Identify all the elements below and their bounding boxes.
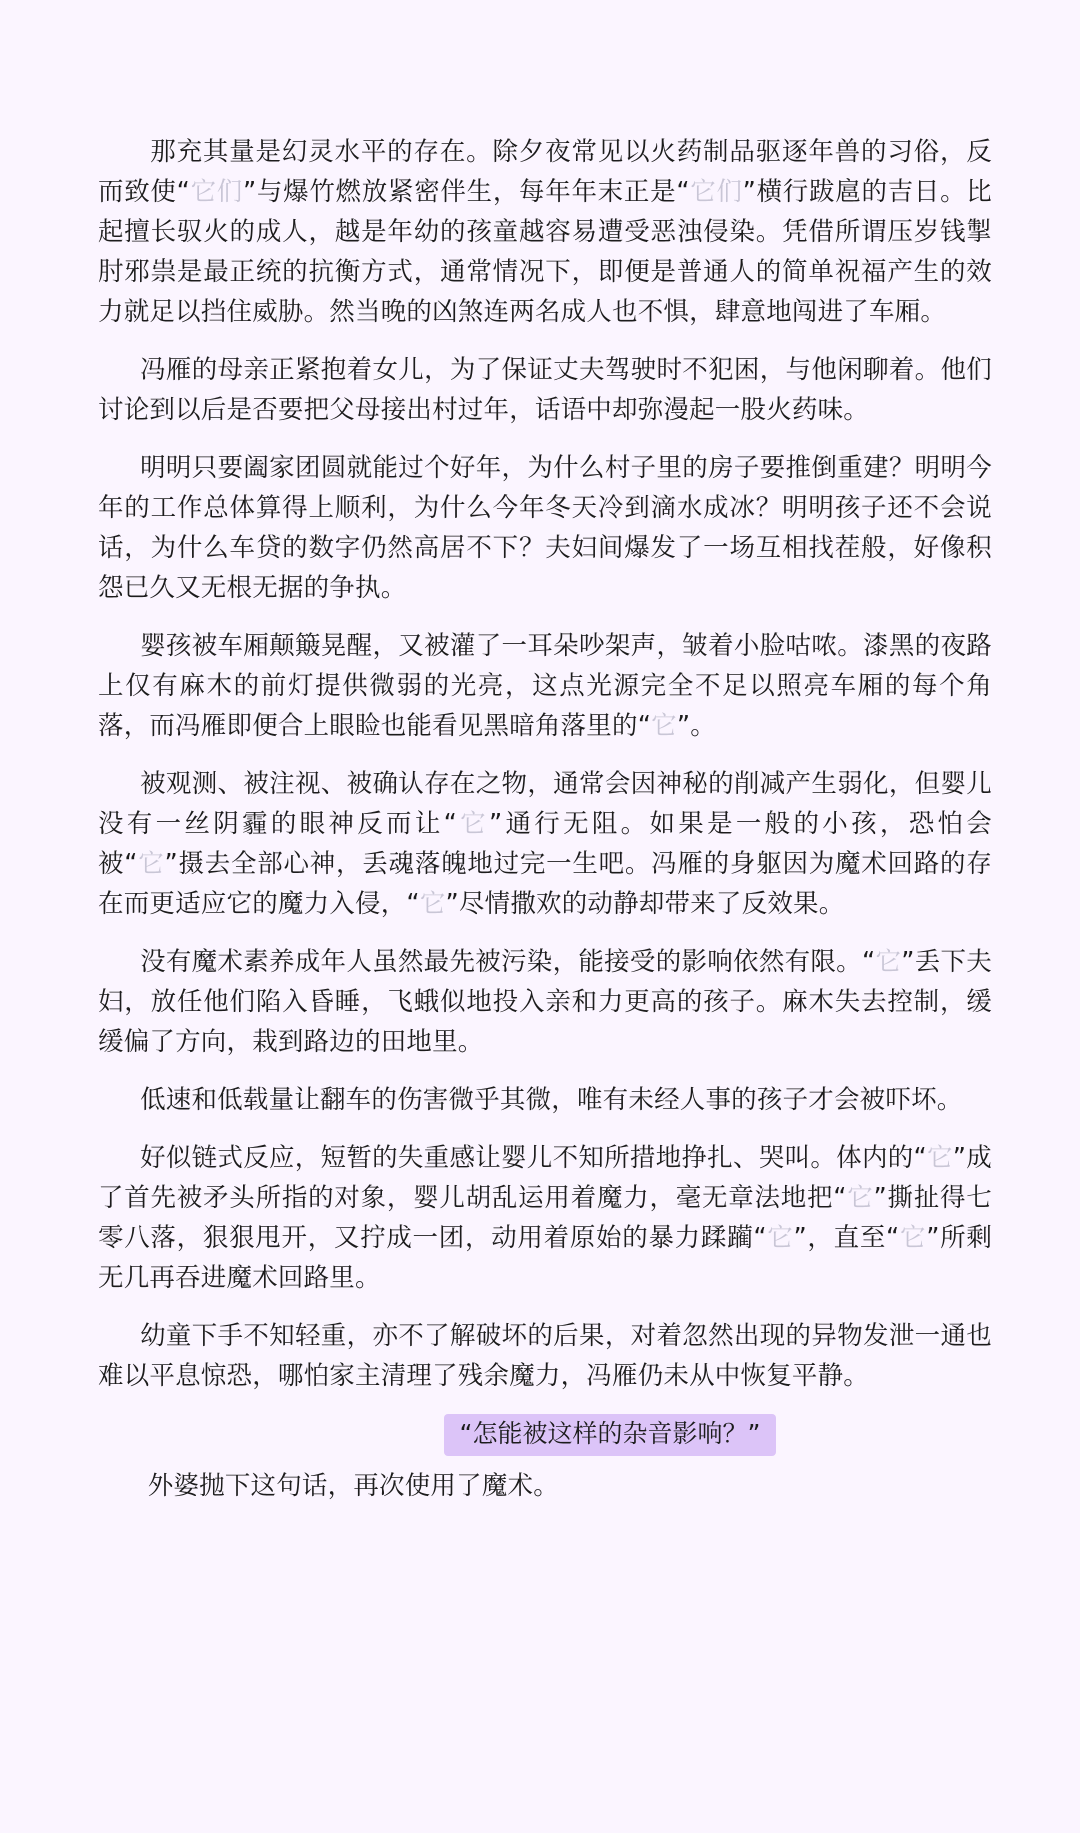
paragraph-p6 xyxy=(98,942,992,1062)
faint-pronoun: 它 xyxy=(875,947,902,977)
text-segment: ”所剩无几再吞进魔术回路里。 xyxy=(98,1223,993,1293)
text-segment: 婴孩被车厢颠簸晃醒，又被灌了一耳朵吵架声，皱着小脸咕哝。漆黑的夜路上仅有麻木的前灯提供微弱的光亮，这点光源完全不足以照亮车厢的每个角落，而冯雁即便合上眼睑也能看见黑暗角落里的“ xyxy=(98,631,992,741)
text-segment: ”尽情撒欢的动静却带来了反效果。 xyxy=(445,889,845,919)
highlighted-quote: “怎能被这样的杂音影响？” xyxy=(444,1414,777,1456)
faint-pronoun: 它们 xyxy=(190,177,243,207)
text-segment: ”成了首先被矛头所指的对象，婴儿胡乱运用着魔力，毫无章法地把“ xyxy=(98,1143,992,1213)
paragraph-p9 xyxy=(98,1316,992,1396)
text-segment: ”。 xyxy=(676,711,716,741)
text-segment: ”与爆竹燃放紧密伴生，每年年末正是“ xyxy=(243,177,690,207)
faint-pronoun: 它 xyxy=(651,711,677,741)
faint-pronoun: 它 xyxy=(899,1223,927,1253)
text-segment: 那充其量是幻灵水平的存在。除夕夜常见以火药制品驱逐年兽的习俗，反而致使“ xyxy=(98,137,992,207)
text-segment: ”摄去全部心神，丢魂落魄地过完一生吧。冯雁的身躯因为魔术回路的存在而更适应它的魔力入侵，“ xyxy=(98,849,992,919)
paragraph-p2 xyxy=(98,350,992,430)
text-segment: ”横行跋扈的吉日。比起擅长驭火的成人，越是年幼的孩童越容易遭受恶浊侵染。凭借所谓压岁钱掣肘邪祟是最正统的抗衡方式，通常情况下，即便是普通人的简单祝福产生的效力就足以挡住威胁。然当晚的凶煞连两名成人也不惧，肆意地闯进了车厢。 xyxy=(98,177,992,327)
faint-pronoun: 它们 xyxy=(689,177,743,207)
paragraph-p5 xyxy=(98,764,992,924)
text-segment: ”通行无阻。如果是一般的小孩，恐怕会被“ xyxy=(98,809,993,879)
paragraph-p4 xyxy=(98,626,992,746)
faint-pronoun: 它 xyxy=(137,849,165,879)
text-segment: ”撕扯得七零八落，狠狠甩开，又拧成一团，动用着原始的暴力蹂躏“ xyxy=(98,1183,993,1253)
quote-line xyxy=(98,1414,992,1456)
paragraph-p1 xyxy=(98,132,992,332)
faint-pronoun: 它 xyxy=(766,1223,794,1253)
faint-pronoun: 它 xyxy=(846,1183,874,1213)
faint-pronoun: 它 xyxy=(457,809,489,839)
text-segment: 没有魔术素养成年人虽然最先被污染，能接受的影响依然有限。“ xyxy=(140,947,876,977)
text-segment: ”丢下夫妇，放任他们陷入昏睡，飞蛾似地投入亲和力更高的孩子。麻木失去控制，缓缓偏了方向，栽到路边的田地里。 xyxy=(98,947,993,1057)
faint-pronoun: 它 xyxy=(926,1143,953,1173)
text-segment: 冯雁的母亲正紧抱着女儿，为了保证丈夫驾驶时不犯困，与他闲聊着。他们讨论到以后是否要把父母接出村过年，话语中却弥漫起一股火药味。 xyxy=(98,355,992,425)
faint-pronoun: 它 xyxy=(419,889,446,919)
paragraph-p3 xyxy=(98,448,992,608)
text-segment: 明明只要阖家团圆就能过个好年，为什么村子里的房子要推倒重建？明明今年的工作总体算得上顺利，为什么今年冬天冷到滴水成冰？明明孩子还不会说话，为什么车贷的数字仍然高居不下？夫妇间爆发了一场互相找茬般，好像积怨已久又无根无据的争执。 xyxy=(98,453,992,603)
closing-paragraph: 外婆抛下这句话，再次使用了魔术。 xyxy=(147,1471,559,1501)
text-segment: 低速和低载量让翻车的伤害微乎其微，唯有未经人事的孩子才会被吓坏。 xyxy=(140,1085,963,1115)
paragraph-p7 xyxy=(98,1080,992,1120)
paragraph-p8 xyxy=(98,1138,992,1298)
text-segment: 被观测、被注视、被确认存在之物，通常会因神秘的削减产生弱化，但婴儿没有一丝阴霾的眼神反而让“ xyxy=(98,769,992,839)
body-text xyxy=(98,132,992,1396)
text-segment: 好似链式反应，短暂的失重感让婴儿不知所措地挣扎、哭叫。体内的“ xyxy=(140,1143,927,1173)
text-segment: ”，直至“ xyxy=(793,1223,900,1253)
text-segment: 幼童下手不知轻重，亦不了解破坏的后果，对着忽然出现的异物发泄一通也难以平息惊恐，哪怕家主清理了残余魔力，冯雁仍未从中恢复平静。 xyxy=(98,1321,992,1391)
